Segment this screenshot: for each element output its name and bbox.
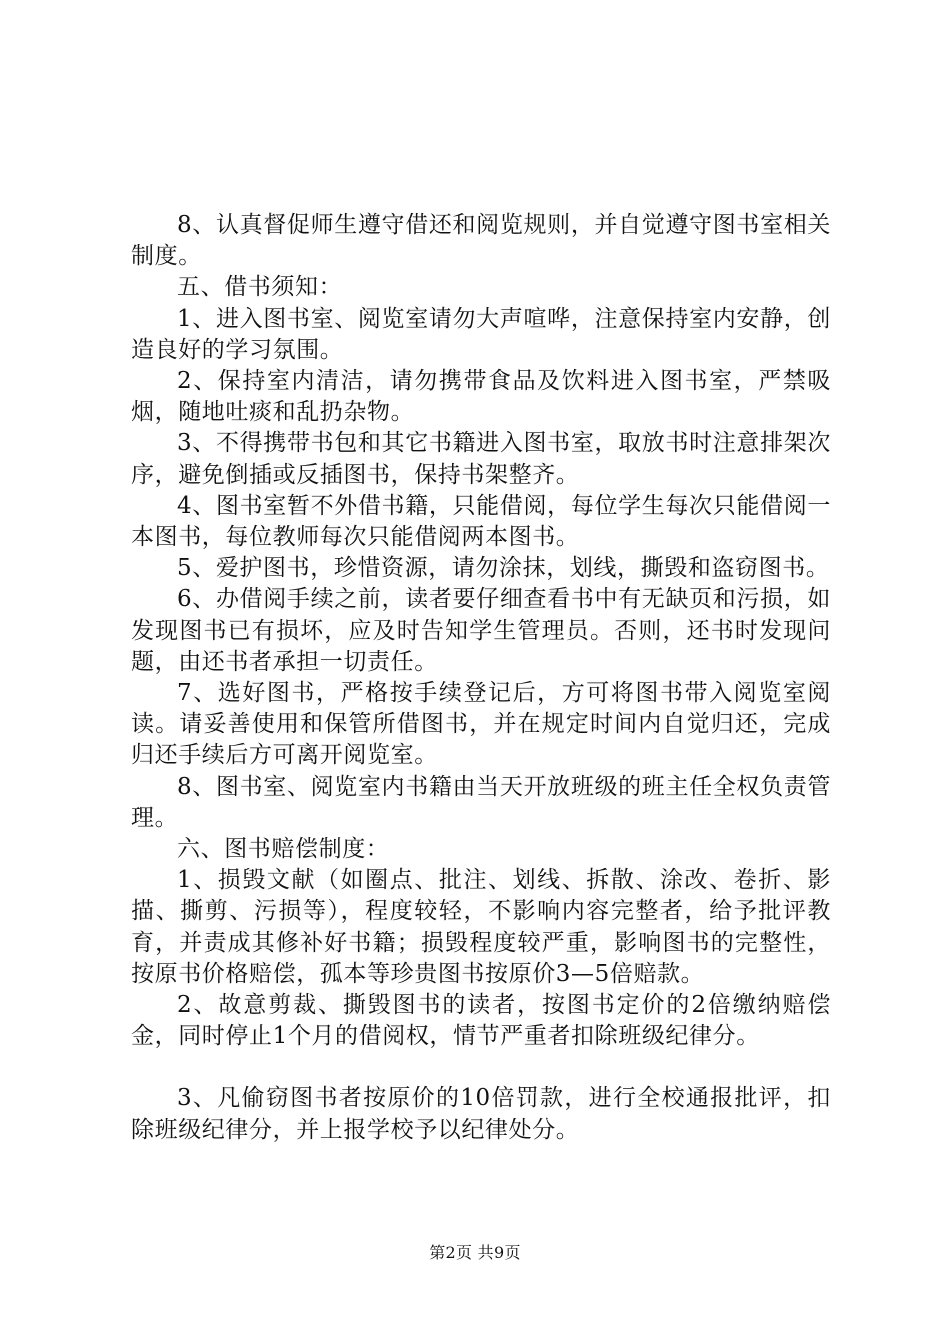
paragraph-notice-5: 5、爱护图书，珍惜资源，请勿涂抹，划线，撕毁和盗窃图书。 <box>177 555 830 582</box>
paragraph-notice-4: 4、图书室暂不外借书籍，只能借阅，每位学生每次只能借阅一本图书，每位教师每次只能借阅两本图书。 <box>131 492 831 551</box>
paragraph-notice-3: 3、不得携带书包和其它书籍进入图书室，取放书时注意排架次序，避免倒插或反插图书，保持书架整齐。 <box>131 430 831 488</box>
paragraph-spacer <box>131 1052 831 1083</box>
paragraph-compensation-1: 1、损毁文献（如圈点、批注、划线、拆散、涂改、卷折、影描、撕剪、污损等），程度较轻，不影响内容完整者，给予批评教育，并责成其修补好书籍；损毁程度较严重，影响图书的完整性，按原书价格赔偿，孤本等珍贵图书按原价3—5倍赔款。 <box>131 867 831 987</box>
paragraph-notice-1: 1、进入图书室、阅览室请勿大声喧哗，注意保持室内安静，创造良好的学习氛围。 <box>131 305 831 363</box>
paragraph-notice-8: 8、图书室、阅览室内书籍由当天开放班级的班主任全权负责管理。 <box>131 773 831 831</box>
paragraph-notice-6: 6、办借阅手续之前，读者要仔细查看书中有无缺页和污损，如发现图书已有损坏，应及时告知学生管理员。否则，还书时发现问题，由还书者承担一切责任。 <box>131 586 831 675</box>
paragraph-notice-7: 7、选好图书，严格按手续登记后，方可将图书带入阅览室阅读。请妥善使用和保管所借图书，并在规定时间内自觉归还，完成归还手续后方可离开阅览室。 <box>131 680 831 769</box>
document-body <box>131 210 831 1146</box>
paragraph-notice-2: 2、保持室内清洁，请勿携带食品及饮料进入图书室，严禁吸烟，随地吐痰和乱扔杂物。 <box>131 368 831 426</box>
paragraph-compensation-2: 2、故意剪裁、撕毁图书的读者，按图书定价的2倍缴纳赔偿金，同时停止1个月的借阅权，情节严重者扣除班级纪律分。 <box>131 992 831 1050</box>
page-footer: 第2页 共9页 <box>429 1243 521 1262</box>
paragraph-rule-8-staff: 8、认真督促师生遵守借还和阅览规则，并自觉遵守图书室相关制度。 <box>131 212 831 270</box>
paragraph-compensation-3: 3、凡偷窃图书者按原价的10倍罚款，进行全校通报批评，扣除班级纪律分，并上报学校予以纪律处分。 <box>131 1085 831 1143</box>
section-heading-borrowing-notice: 五、借书须知： <box>177 274 343 301</box>
section-heading-compensation: 六、图书赔偿制度： <box>177 836 390 863</box>
